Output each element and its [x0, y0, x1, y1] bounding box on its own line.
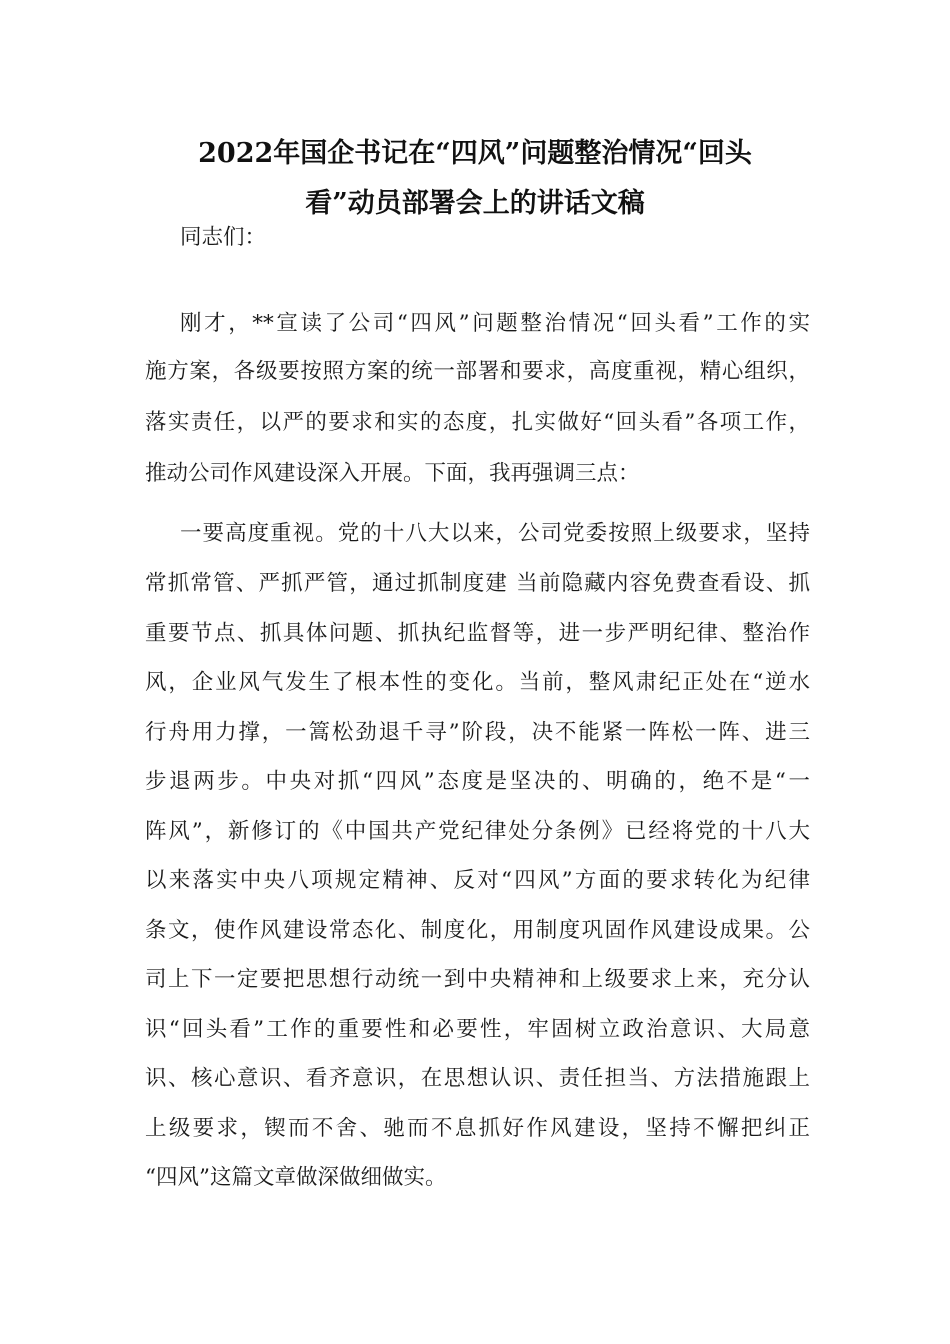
paragraph-2-line-14: “四风”这篇文章做深做细做实。	[145, 1165, 447, 1190]
paragraph-2-line-11: 识“回头看”工作的重要性和必要性，牢固树立政治意识、大局意	[145, 1017, 810, 1042]
paragraph-2-line-1: 一要高度重视。党的十八大以来，公司党委按照上级要求，坚持	[180, 521, 810, 546]
paragraph-2-line-7: 阵风”，新修订的《中国共产党纪律处分条例》已经将党的十八大	[145, 819, 810, 844]
document-title-line-1: 2022年国企书记在“四风”问题整治情况“回头	[198, 138, 752, 169]
paragraph-1-line-4: 推动公司作风建设深入开展。下面，我再强调三点：	[145, 461, 640, 486]
paragraph-2-line-6: 步退两步。中央对抓“四风”态度是坚决的、明确的，绝不是“一	[145, 769, 810, 794]
paragraph-2-line-3: 重要节点、抓具体问题、抓执纪监督等，进一步严明纪律、整治作	[145, 621, 810, 646]
paragraph-2-line-2: 常抓常管、严抓严管，通过抓制度建 当前隐藏内容免费查看设、抓	[145, 571, 810, 596]
document-title-line-2: 看”动员部署会上的讲话文稿	[305, 188, 645, 219]
paragraph-2-line-13: 上级要求，锲而不舍、驰而不息抓好作风建设，坚持不懈把纠正	[145, 1116, 810, 1141]
paragraph-1-line-3: 落实责任，以严的要求和实的态度，扎实做好“回头看”各项工作，	[145, 410, 810, 435]
paragraph-2-line-12: 识、核心意识、看齐意识，在思想认识、责任担当、方法措施跟上	[145, 1066, 810, 1091]
salutation: 同志们：	[180, 225, 267, 250]
paragraph-2-line-5: 行舟用力撑，一篙松劲退千寻”阶段，决不能紧一阵松一阵、进三	[145, 720, 810, 745]
paragraph-2-line-10: 司上下一定要把思想行动统一到中央精神和上级要求上来，充分认	[145, 967, 810, 992]
paragraph-1-line-2: 施方案，各级要按照方案的统一部署和要求，高度重视，精心组织，	[145, 359, 810, 384]
paragraph-2-line-9: 条文，使作风建设常态化、制度化，用制度巩固作风建设成果。公	[145, 918, 810, 943]
paragraph-1-line-1: 刚才，**宣读了公司“四风”问题整治情况“回头看”工作的实	[180, 311, 810, 336]
paragraph-2-line-4: 风，企业风气发生了根本性的变化。当前，整风肃纪正处在“逆水	[145, 670, 810, 695]
paragraph-2-line-8: 以来落实中央八项规定精神、反对“四风”方面的要求转化为纪律	[145, 868, 810, 893]
